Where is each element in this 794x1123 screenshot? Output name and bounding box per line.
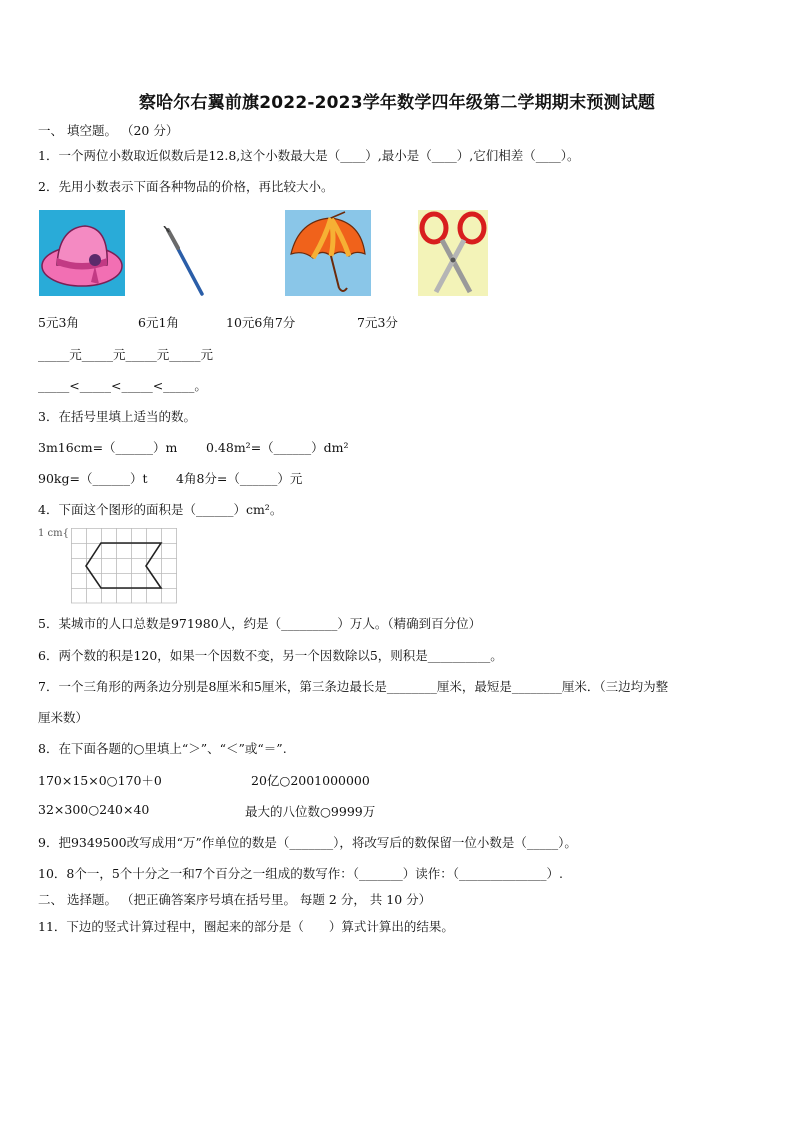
question-1: 1．一个两位小数取近似数后是12.8,这个小数最大是（____）,最小是（____）,它们相差（____）。 (38, 148, 580, 163)
question-3b: 0.48m²=（______）dm² (206, 440, 349, 455)
question-3: 3．在括号里填上适当的数。 (38, 409, 196, 424)
question-8a: 170×15×0○170＋0 (38, 773, 162, 788)
question-6: 6．两个数的积是120，如果一个因数不变，另一个因数除以5，则积是__________。 (38, 648, 503, 663)
question-2: 2．先用小数表示下面各种物品的价格，再比较大小。 (38, 179, 334, 194)
umbrella-image (285, 210, 371, 296)
pen-image (160, 226, 210, 298)
question-8c: 32×300○240×40 (38, 802, 150, 817)
question-10: 10．8个一，5个十分之一和7个百分之一组成的数写作：（_______）读作：（______________）. (38, 866, 563, 881)
question-11: 11．下边的竖式计算过程中，圈起来的部分是（ ）算式计算出的结果。 (38, 919, 454, 934)
section-heading-fill-blank: 一、 填空题。 （20 分） (38, 123, 179, 138)
question-8b: 20亿○2001000000 (251, 773, 370, 788)
grid-unit-label: 1 cm{ (38, 528, 69, 539)
scissors-image (418, 210, 488, 296)
area-grid-figure (71, 528, 179, 606)
price-hat: 5元3角 (38, 315, 79, 330)
question-9: 9．把9349500改写成用“万”作单位的数是（_______），将改写后的数保留一位小数是（_____）。 (38, 835, 577, 850)
price-scissors: 7元3分 (357, 315, 398, 330)
decimal-blanks: _____元_____元_____元_____元 (38, 347, 214, 362)
question-7: 7．一个三角形的两条边分别是8厘米和5厘米，第三条边最长是________厘米，最短是________厘米．（三边均为整 (38, 679, 669, 694)
question-3d: 4角8分=（______）元 (176, 471, 303, 486)
question-3a: 3m16cm=（______）m (38, 440, 178, 455)
question-8d: 最大的八位数○9999万 (245, 804, 376, 819)
price-pen: 6元1角 (138, 315, 179, 330)
price-umbrella: 10元6角7分 (226, 315, 296, 330)
hat-image (39, 210, 125, 296)
question-8: 8．在下面各题的○里填上“＞”、“＜”或“＝”. (38, 741, 287, 756)
page-title: 察哈尔右翼前旗2022-2023学年数学四年级第二学期期末预测试题 (138, 93, 656, 113)
comparison-blanks: _____<_____<_____<_____。 (38, 378, 207, 393)
question-7-continued: 厘米数） (38, 710, 89, 725)
section-heading-choice: 二、 选择题。 （把正确答案序号填在括号里。 每题 2 分， 共 10 分） (38, 892, 432, 907)
question-4: 4．下面这个图形的面积是（______）cm²。 (38, 502, 283, 517)
question-5: 5．某城市的人口总数是971980人，约是（_________）万人。（精确到百分位） (38, 616, 482, 631)
question-3c: 90kg=（______）t (38, 471, 148, 486)
